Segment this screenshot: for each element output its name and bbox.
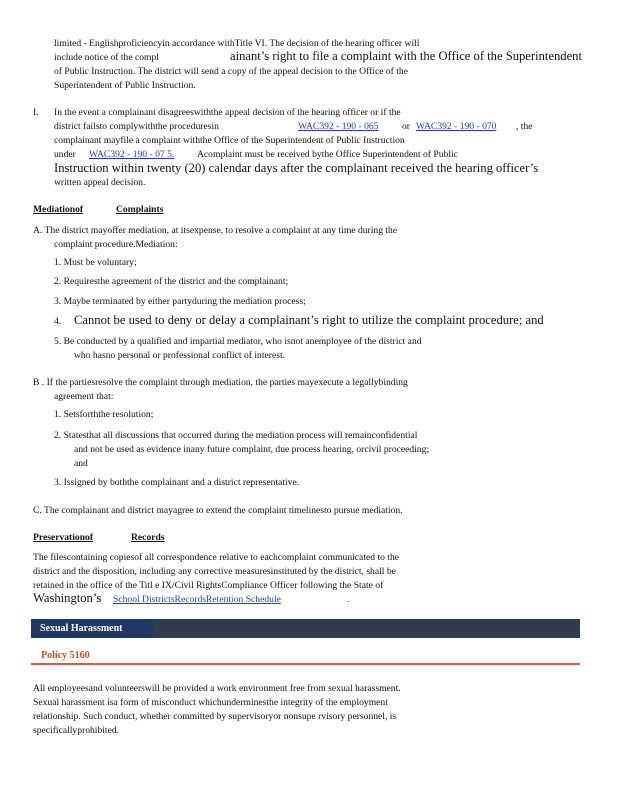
text-line: Acomplaint must be received bythe Office Superintendent of Public — [197, 149, 458, 160]
text-line: and — [74, 458, 88, 469]
text-line: 2. Requiresthe agreement of the district and the complainant; — [54, 276, 289, 287]
text-line: or — [402, 121, 410, 132]
text-line: district and the disposition, including any corrective measuresinstituted by the district, shall be — [33, 566, 396, 577]
text-line: retained in the office of the Titl e IX/Civil RightsCompliance Officer following the State of — [33, 580, 384, 591]
text-line: 3. Maybe terminated by either partyduring the mediation process; — [54, 296, 306, 307]
text-line: of Public Instruction. The district will send a copy of the appeal decision to the Office of the — [54, 66, 408, 77]
text-line: 3. Issigned by boththe complainant and a district representative. — [54, 477, 300, 488]
section-header-bar — [31, 619, 580, 638]
text-line: limited - Englishproficiencyin accordance withTitle VI. The decision of the hearing officer will — [54, 38, 420, 49]
section-heading: Preservationof — [33, 532, 94, 543]
text-line: written appeal decision. — [54, 177, 146, 188]
section-heading: Mediationof — [33, 204, 84, 215]
policy-number: Policy 5160 — [41, 650, 90, 661]
text-line: ainant’s right to file a complaint with the Office of the Superintendent — [230, 49, 582, 63]
section-heading: Complaints — [116, 204, 164, 215]
text-line: , the — [516, 121, 533, 132]
text-line: 5. Be conducted by a qualified and impartial mediator, who isnot anemployee of the district and — [54, 336, 422, 347]
text-line: Sexual harassment isa form of misconduct whichunderminesthe integrity of the employment — [33, 697, 388, 708]
text-line: Washington’s — [33, 591, 102, 605]
document-link[interactable]: WAC392 - 190 - 07 5. — [89, 149, 175, 160]
text-line: C. The complainant and district mayagree to extend the complaint timelinesto pursue mediation. — [33, 505, 403, 516]
text-line: 1. Setsforththe resolution; — [54, 409, 154, 420]
text-line: All employeesand volunteerswill be provided a work environment free from sexual harassment. — [33, 683, 401, 694]
text-line: In the event a complainant disagreeswiththe appeal decision of the hearing officer or if the — [54, 107, 401, 118]
document-link[interactable]: WAC392 - 190 - 070 — [416, 121, 497, 132]
text-line: under — [54, 149, 76, 160]
text-line: I. — [33, 107, 39, 118]
text-line: include notice of the compl — [54, 52, 159, 63]
section-title: Sexual Harassment — [31, 619, 153, 638]
text-line: . — [347, 594, 350, 605]
policy-divider — [31, 663, 580, 665]
document-link[interactable]: School DistrictsRecordsRetention Schedule — [113, 594, 281, 605]
text-line: Cannot be used to deny or delay a complainant’s right to utilize the complaint procedure; and — [74, 313, 544, 327]
text-line: Superintendent of Public Instruction. — [54, 80, 196, 91]
text-line: complaint procedure.Mediation: — [54, 239, 178, 250]
text-line: who hasno personal or professional conflict of interest. — [74, 350, 286, 361]
text-line: specificallyprohibited. — [33, 725, 120, 736]
text-line: B . If the partiesresolve the complaint through mediation, the parties mayexecute a legallybinding — [33, 377, 408, 388]
text-line: relationship. Such conduct, whether committed by supervisoryor nonsupe rvisory personnel, is — [33, 711, 397, 722]
text-line: and not be used as evidence inany future complaint, due process hearing, orcivil proceeding; — [74, 444, 430, 455]
text-line: agreement that: — [54, 391, 114, 402]
text-line: district failsto complywiththe proceduresin — [54, 121, 219, 132]
section-heading: Records — [131, 532, 165, 543]
text-line: 2. Statesthat all discussions that occurred during the mediation process will remainconfidential — [54, 430, 418, 441]
text-line: 4. — [54, 316, 62, 327]
text-line: complainant mayfile a complaint withthe Office of the Superintendent of Public Instruction — [54, 135, 405, 146]
text-line: Instruction within twenty (20) calendar days after the complainant received the hearing officer’s — [54, 161, 539, 175]
text-line: 1. Must be voluntary; — [54, 257, 137, 268]
text-line: A. The district mayoffer mediation, at itsexpense, to resolve a complaint at any time during the — [33, 225, 398, 236]
document-link[interactable]: WAC392 - 190 - 065 — [298, 121, 379, 132]
text-line: The filescontaining copiesof all correspondence relative to eachcomplaint communicated to the — [33, 552, 400, 563]
